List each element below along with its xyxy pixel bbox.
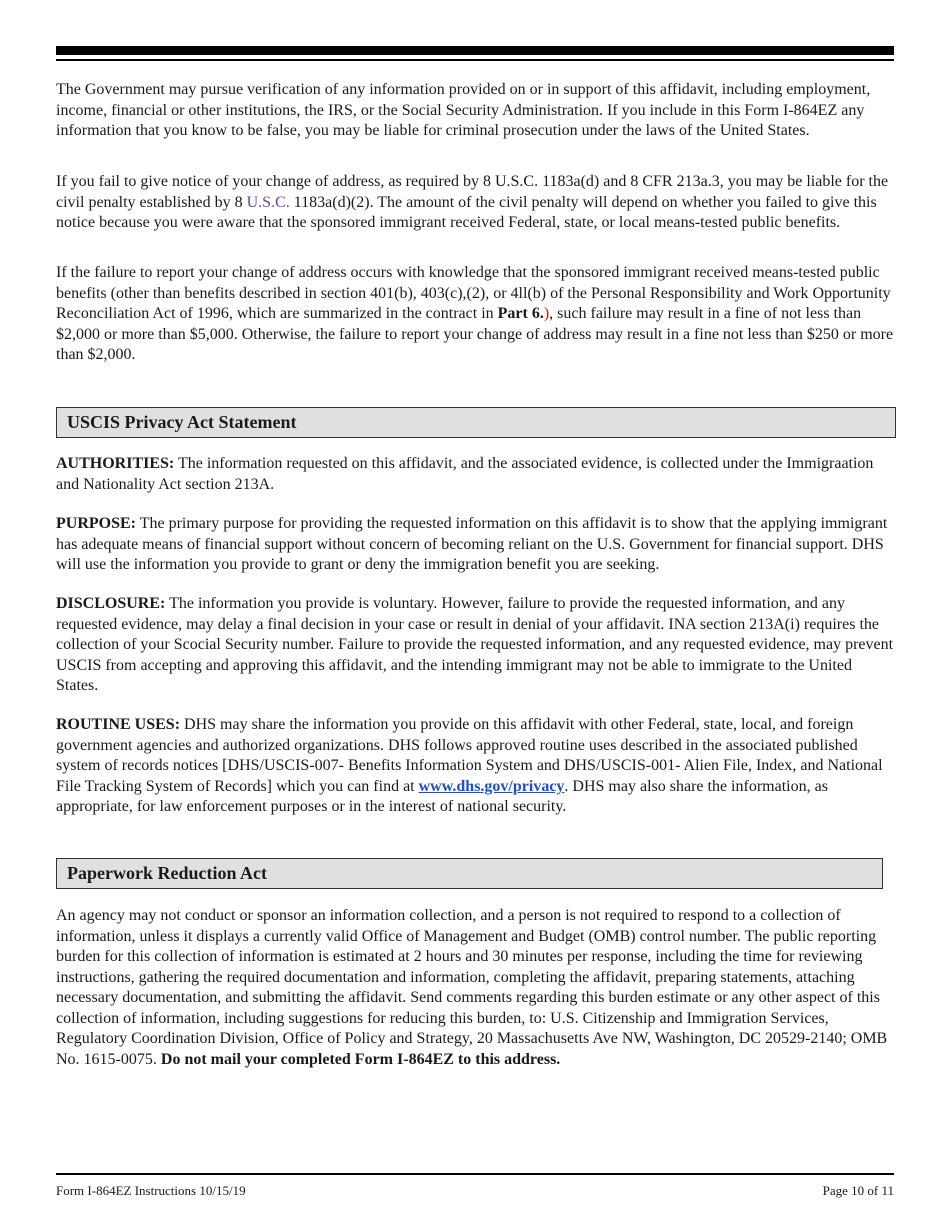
paperwork-reduction-heading: Paperwork Reduction Act: [56, 858, 883, 889]
routine-uses-paragraph: ROUTINE USES: DHS may share the information you provide on this affidavit with other Federal, state, local, and foreign government agencies and authorized organizations. DHS follows approved routine uses described in the associated published system of records notices [DHS/USCIS-007- Benefits Information System and DHS/USCIS-001- Alien File, Index, and National File Tracking System of Records] which you can find at www.dhs.gov/privacy. DHS may also share the information, as appropriate, for law enforcement purposes or in the interest of national security.: [56, 716, 883, 815]
dhs-privacy-link[interactable]: www.dhs.gov/privacy: [418, 777, 565, 795]
footer-page-number: Page 10 of 11: [822, 1183, 894, 1198]
header-rule-thin: [56, 59, 894, 61]
paperwork-reduction-paragraph: An agency may not conduct or sponsor an information collection, and a person is not required to respond to a collection of information, unless it displays a currently valid Office of Management and Budget (OMB) control number. The public reporting burden for this collection of information is estimated at 2 hours and 30 minutes per response, including the time for reviewing instructions, gathering the required documentation and information, completing the affidavit, preparing statements, attaching necessary documentation, and submitting the affidavit. Send comments regarding this burden estimate or any other aspect of this collection of information, including suggestions for reducing this burden, to: U.S. Citizenship and Immigration Services, Regulatory Coordination Division, Office of Policy and Strategy, 20 Massachusetts Ave NW, Washington, DC 20529-2140; OMB No. 1615-0075. Do not mail your completed Form I-864EZ to this address.: [56, 907, 888, 1068]
failure-to-report-paragraph: If the failure to report your change of address occurs with knowledge that the sponsored immigrant received means-tested public benefits (other than benefits described in section 401(b), 403(c),(2), or 4ll(b) of the Personal Responsibility and Work Opportunity Reconciliation Act of 1996, which are summarized in the contract in Part 6.), such failure may result in a fine of not less than $2,000 or more than $5,000. Otherwise, the failure to report your change of address may result in a fine not less than $250 or more than $2,000.: [56, 264, 894, 363]
footer-rule: [56, 1173, 894, 1175]
disclosure-paragraph: DISCLOSURE: The information you provide is voluntary. However, failure to provide the requested information, and any requested evidence, may delay a final decision in your case or result in denial of your affidavit. INA section 213A(i) requires the collection of your Scocial Security number. Failure to provide the requested information, and any requested evidence, may prevent USCIS from accepting and approving this affidavit, and the intending immigrant may not be able to immigrate to the United States.: [56, 595, 894, 694]
do-not-mail-notice: Do not mail your completed Form I-864EZ to this address.: [160, 1050, 561, 1068]
footer-form-id: Form I-864EZ Instructions 10/15/19: [56, 1183, 246, 1198]
change-of-address-paragraph: If you fail to give notice of your change of address, as required by 8 U.S.C. 1183a(d) and 8 CFR 213a.3, you may be liable for the civil penalty established by 8 U.S.C. 1183a(d)(2). The amount of the civil penalty will depend on whether you failed to give this notice because you were aware that the sponsored immigrant received Federal, state, or local means-tested public benefits.: [56, 173, 889, 231]
authorities-paragraph: AUTHORITIES: The information requested on this affidavit, and the associated evidence, is collected under the Immigraation and Nationality Act section 213A.: [56, 455, 874, 493]
usc-reference: U.S.C.: [246, 193, 290, 211]
purpose-paragraph: PURPOSE: The primary purpose for providing the requested information on this affidavit is to show that the applying immigrant has adequate means of financial support without concern of becoming reliant on the U.S. Government for financial support. DHS will use the information you provide to grant or deny the immigration benefit you are seeking.: [56, 515, 888, 573]
part-6-reference: Part 6.: [497, 305, 544, 322]
verification-paragraph: The Government may pursue verification of any information provided on or in support of this affidavit, including employment, income, financial or other institutions, the IRS, or the Social Security Administration. If you include in this Form I-864EZ any information that you know to be false, you may be liable for criminal prosecution under the laws of the United States.: [56, 81, 871, 139]
header-rule-thick: [56, 46, 894, 55]
privacy-act-heading: USCIS Privacy Act Statement: [56, 407, 896, 438]
